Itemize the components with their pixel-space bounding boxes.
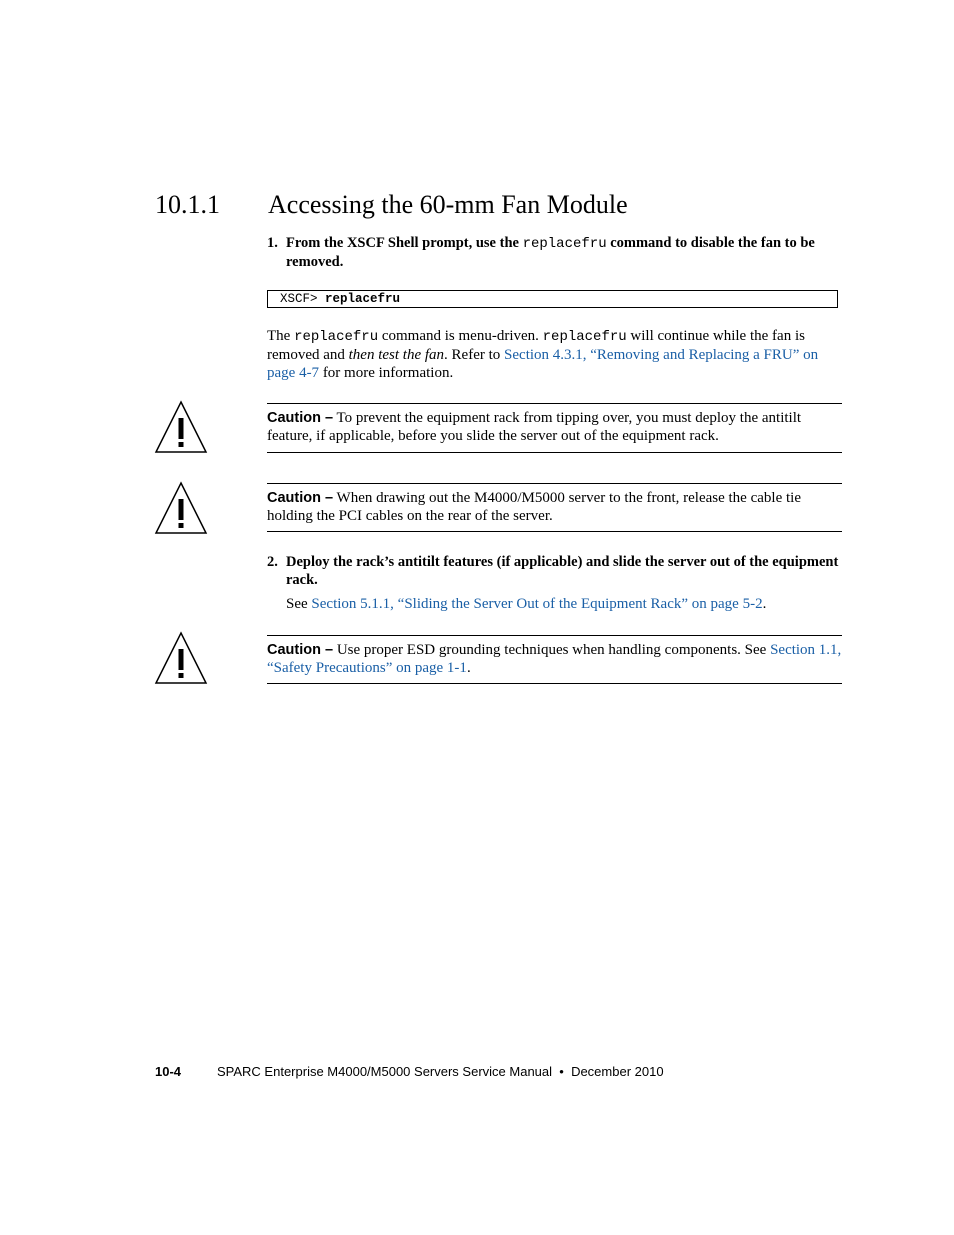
section-5-1-1-link[interactable]: Section 5.1.1, “Sliding the Server Out of the Equipment Rack” on page 5-2 <box>311 596 763 612</box>
caution-3 <box>267 641 842 677</box>
step-2 <box>267 553 839 589</box>
footer-text <box>217 1064 664 1080</box>
code-box <box>267 290 838 308</box>
caution-2 <box>267 489 842 525</box>
step-1 <box>267 234 839 271</box>
step-1-number: 1. <box>267 235 278 251</box>
footer-separator: • <box>559 1064 564 1079</box>
caution-rule-bottom <box>267 683 842 684</box>
inline-code: replacefru <box>294 329 379 345</box>
caution-text: . <box>466 660 471 676</box>
caution-rule-bottom <box>267 452 842 453</box>
para-text: for more information. <box>319 365 454 381</box>
section-1-1-link[interactable]: Section 1.1, “Safety Precautions” on page 1-1 <box>267 642 842 676</box>
body-paragraph <box>267 327 839 382</box>
warning-triangle-icon <box>154 481 208 535</box>
footer-title: SPARC Enterprise M4000/M5000 Servers Service Manual <box>217 1064 553 1079</box>
para-text: command is menu-driven. <box>378 328 543 344</box>
inline-code: replacefru <box>542 329 627 345</box>
caution-rule-top <box>267 483 842 484</box>
step-1-text-before: From the XSCF Shell prompt, use the <box>286 235 523 251</box>
code-command: replacefru <box>325 292 401 306</box>
section-4-3-1-link[interactable]: Section 4.3.1, “Removing and Replacing a FRU” on page 4-7 <box>267 347 819 381</box>
footer-page-number: 10-4 <box>155 1064 182 1079</box>
caution-text: Use proper ESD grounding techniques when handling components. See <box>333 642 771 658</box>
caution-text: To prevent the equipment rack from tipping over, you must deploy the antitilt feature, if applicable, before you slide the server out of the equipment rack. <box>267 410 802 444</box>
caution-label: Caution – <box>267 642 334 658</box>
para-text: The <box>267 328 295 344</box>
section-title: Accessing the 60-mm Fan Module <box>268 190 628 219</box>
caution-rule-top <box>267 403 842 404</box>
para-text: See <box>286 596 312 612</box>
section-number: 10.1.1 <box>155 190 220 219</box>
caution-1 <box>267 409 842 445</box>
step-2-text: Deploy the rack’s antitilt features (if applicable) and slide the server out of the equipment rack. <box>286 554 839 588</box>
para-text: . <box>762 596 767 612</box>
caution-text: When drawing out the M4000/M5000 server to the front, release the cable tie holding the PCI cables on the rear of the server. <box>267 490 801 524</box>
caution-label: Caution – <box>267 410 334 426</box>
caution-rule-bottom <box>267 531 842 532</box>
para-text: will continue while the fan is removed and <box>267 328 805 363</box>
step-2-see <box>286 595 846 613</box>
para-italic: then test the fan <box>348 347 445 363</box>
code-prompt: XSCF> <box>280 292 326 306</box>
caution-label: Caution – <box>267 490 334 506</box>
para-text: . Refer to <box>444 347 505 363</box>
step-2-number: 2. <box>267 554 278 570</box>
step-1-text-after: command to disable the fan to be removed. <box>286 235 815 270</box>
warning-triangle-icon <box>154 400 208 454</box>
footer-date: December 2010 <box>571 1064 664 1079</box>
step-1-text <box>267 234 839 271</box>
caution-rule-top <box>267 635 842 636</box>
warning-triangle-icon <box>154 631 208 685</box>
step-1-code: replacefru <box>522 236 607 252</box>
